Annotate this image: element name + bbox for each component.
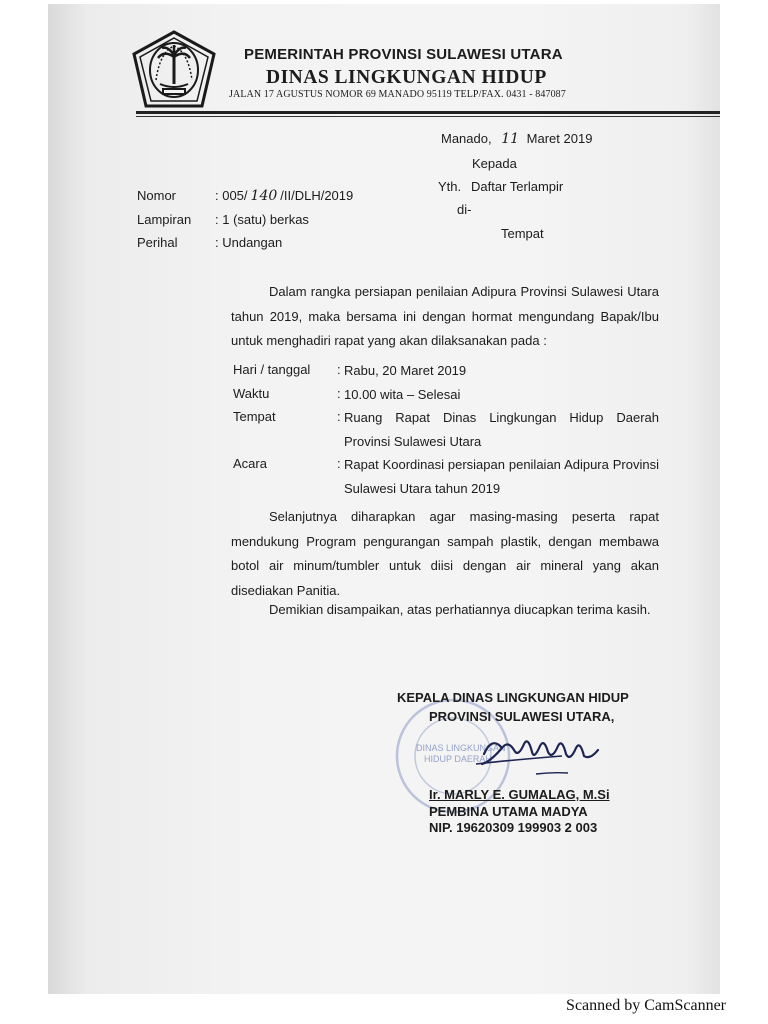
detail-label-hari: Hari / tanggal	[233, 362, 311, 377]
lampiran-value: : 1 (satu) berkas	[215, 212, 309, 227]
kepada-label: Kepada	[472, 156, 517, 171]
detail-colon: :	[337, 409, 341, 424]
detail-value-waktu: 10.00 wita – Selesai	[344, 387, 461, 402]
detail-value-tempat: Ruang Rapat Dinas Lingkungan Hidup Daerah Provinsi Sulawesi Utara	[344, 410, 659, 449]
handwritten-signature	[472, 726, 612, 786]
letterhead-divider-thick	[136, 111, 720, 114]
recipient-name: Daftar Terlampir	[471, 179, 564, 194]
stamp-line2: HIDUP DAERAH	[424, 754, 492, 764]
perihal-label: Perihal	[137, 235, 178, 250]
signatory-nip: NIP. 19620309 199903 2 003	[429, 820, 598, 835]
stamp-line1: DINAS LINGKUNGAN	[416, 743, 506, 753]
detail-value-hari: Rabu, 20 Maret 2019	[344, 363, 467, 378]
signatory-rank: PEMBINA UTAMA MADYA	[429, 804, 588, 819]
signatory-title-1: KEPALA DINAS LINGKUNGAN HIDUP	[397, 690, 629, 705]
closing-paragraph: Demikian disampaikan, atas perhatiannya diucapkan terima kasih.	[269, 602, 651, 617]
detail-colon: :	[337, 386, 341, 401]
date-line	[441, 131, 592, 147]
perihal-value: : Undangan	[215, 235, 283, 250]
signatory-name: Ir. MARLY E. GUMALAG, M.Si	[429, 787, 610, 802]
scanner-watermark: Scanned by CamScanner	[566, 997, 726, 1014]
letterhead-government: PEMERINTAH PROVINSI SULAWESI UTARA	[244, 46, 563, 63]
yth-label: Yth.	[438, 179, 462, 194]
nomor-handwritten: 140	[250, 188, 278, 204]
tempat-label: Tempat	[501, 226, 544, 241]
date-place: Manado,	[441, 131, 492, 146]
lampiran-label: Lampiran	[137, 212, 192, 227]
letter-page	[48, 4, 720, 994]
program-paragraph: Selanjutnya diharapkan agar masing-masing peserta rapat mendukung Program pengurangan sampah plastik, dengan membawa botol air minum/tumbler untuk diisi dengan air mineral yang akan disediakan Panitia.	[231, 509, 659, 598]
date-month-year: Maret 2019	[526, 131, 593, 146]
letterhead-agency: DINAS LINGKUNGAN HIDUP	[266, 67, 547, 88]
provincial-emblem-logo	[130, 30, 218, 110]
detail-label-waktu: Waktu	[233, 386, 270, 401]
di-label: di-	[457, 202, 472, 217]
intro-paragraph: Dalam rangka persiapan penilaian Adipura Provinsi Sulawesi Utara tahun 2019, maka bersama ini dengan hormat mengundang Bapak/Ibu untuk menghadiri rapat yang akan dilaksanakan pada :	[231, 284, 659, 348]
signatory-title-2: PROVINSI SULAWESI UTARA,	[429, 709, 615, 724]
detail-colon: :	[337, 362, 341, 377]
detail-colon: :	[337, 456, 341, 471]
nomor-prefix: : 005/	[215, 188, 248, 203]
detail-value-acara: Rapat Koordinasi persiapan penilaian Adipura Provinsi Sulawesi Utara tahun 2019	[344, 457, 659, 496]
detail-label-acara: Acara	[233, 456, 267, 471]
nomor-value	[215, 188, 353, 204]
letterhead-address: JALAN 17 AGUSTUS NOMOR 69 MANADO 95119 TELP/FAX. 0431 - 847087	[229, 89, 566, 100]
letterhead-divider-thin	[136, 116, 720, 117]
nomor-suffix: /II/DLH/2019	[280, 188, 354, 203]
detail-label-tempat: Tempat	[233, 409, 276, 424]
date-day-handwritten: 11	[501, 131, 520, 147]
nomor-label: Nomor	[137, 188, 177, 203]
